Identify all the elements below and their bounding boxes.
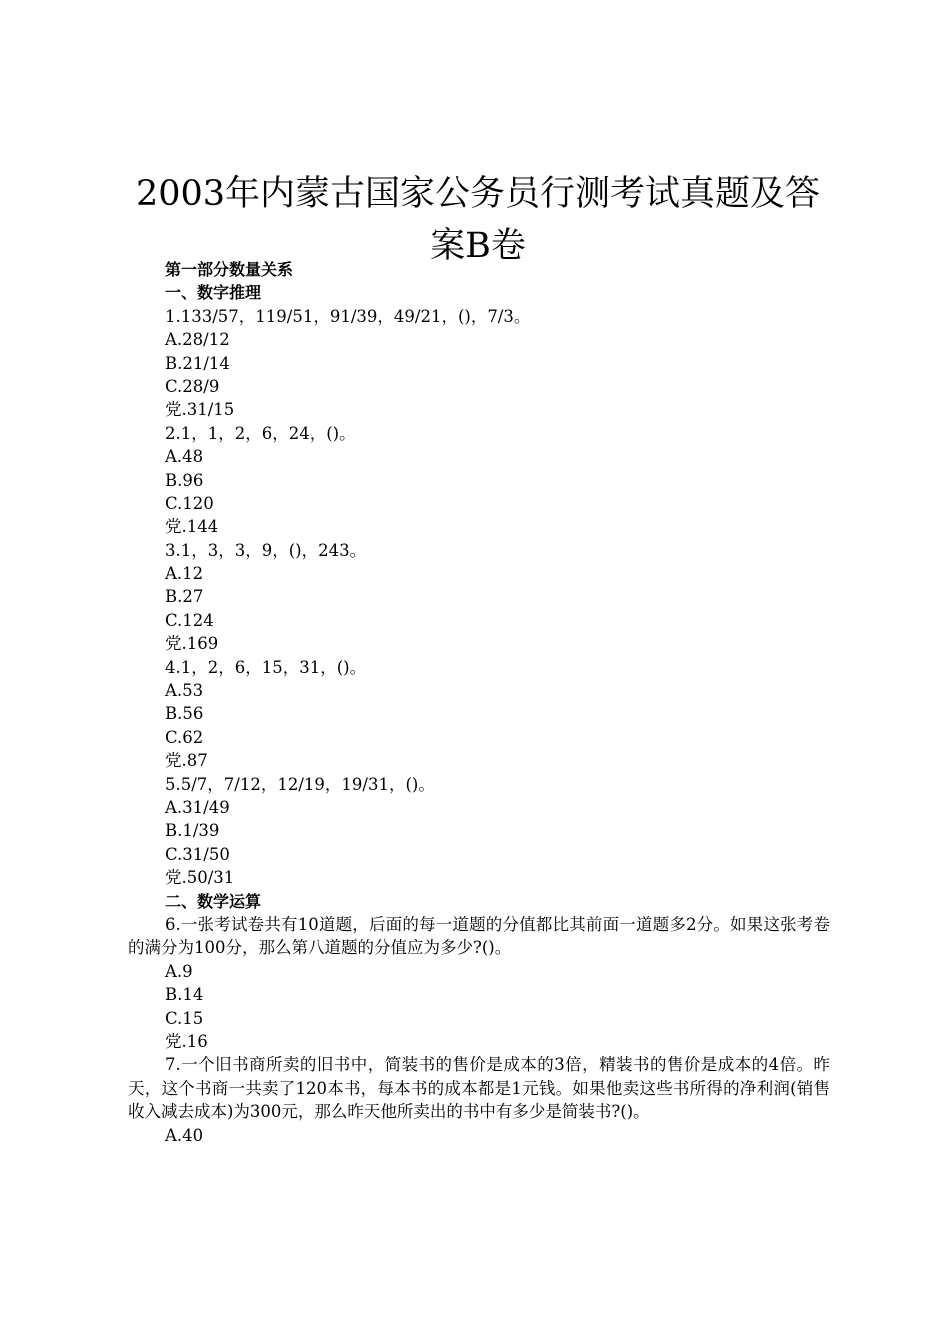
question-option: A.9 xyxy=(165,961,193,981)
question-option: C.62 xyxy=(165,727,204,747)
question-stem: 5.5/7，7/12，12/19，19/31，()。 xyxy=(165,774,435,794)
question-option: 党.144 xyxy=(165,517,219,537)
section-heading-arithmetic: 二、数学运算 xyxy=(165,891,262,911)
question-option: 党.50/31 xyxy=(165,868,235,888)
document-body xyxy=(128,258,830,1147)
question-stem: 3.1，3，3，9，()，243。 xyxy=(165,540,367,560)
document-title xyxy=(128,168,828,272)
question-option: 党.87 xyxy=(165,751,208,771)
question-option: B.56 xyxy=(165,704,204,724)
question-stem-paragraph: 7.一个旧书商所卖的旧书中，简装书的售价是成本的3倍，精装书的售价是成本的4倍。昨天，这个书商一共卖了120本书，每本书的成本都是1元钱。如果他卖这些书所得的净利润(销售收入减去成本)为300元，那么昨天他所卖出的书中有多少是简装书?()。 xyxy=(128,1055,830,1122)
question-option: A.28/12 xyxy=(165,330,230,350)
question-option: 党.16 xyxy=(165,1031,208,1051)
question-stem: 1.133/57，119/51，91/39，49/21，()，7/3。 xyxy=(165,306,531,326)
question-option: B.14 xyxy=(165,985,204,1005)
question-stem-paragraph: 6.一张考试卷共有10道题，后面的每一道题的分值都比其前面一道题多2分。如果这张考卷的满分为100分，那么第八道题的分值应为多少?()。 xyxy=(128,914,830,958)
part-heading: 第一部分数量关系 xyxy=(165,260,294,279)
question-option: A.12 xyxy=(165,564,204,584)
question-option: C.28/9 xyxy=(165,376,220,396)
question-option: C.124 xyxy=(165,610,214,630)
question-option: C.120 xyxy=(165,493,214,513)
question-option: B.96 xyxy=(165,470,204,490)
title-line-2: 案B卷 xyxy=(430,226,526,266)
question-stem: 2.1，1，2，6，24，()。 xyxy=(165,423,356,443)
question-option: B.1/39 xyxy=(165,821,220,841)
title-line-1: 2003年内蒙古国家公务员行测考试真题及答 xyxy=(135,174,821,214)
question-option: A.31/49 xyxy=(165,797,230,817)
question-stem: 4.1，2，6，15，31，()。 xyxy=(165,657,367,677)
question-option: C.31/50 xyxy=(165,844,230,864)
question-option: B.27 xyxy=(165,587,204,607)
section-heading-number-series: 一、数字推理 xyxy=(165,283,262,303)
question-option: B.21/14 xyxy=(165,353,230,373)
question-option: C.15 xyxy=(165,1008,204,1028)
question-option: A.40 xyxy=(165,1125,204,1145)
question-option: A.48 xyxy=(165,447,204,467)
question-option: 党.31/15 xyxy=(165,400,235,420)
question-option: 党.169 xyxy=(165,634,219,654)
question-option: A.53 xyxy=(165,681,204,701)
